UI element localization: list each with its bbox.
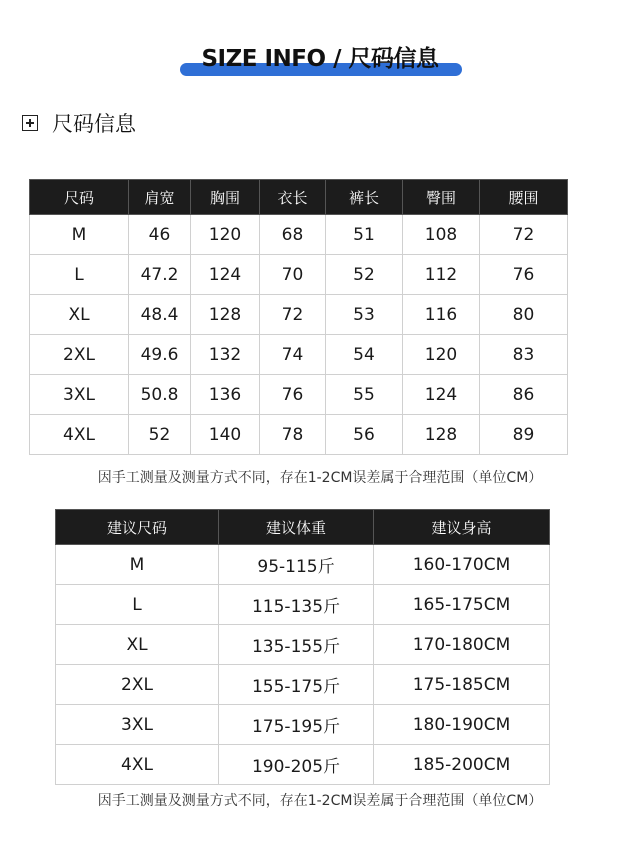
table-row	[30, 375, 568, 415]
table-cell: 47.2	[129, 255, 191, 295]
table-cell: 136	[191, 375, 260, 415]
table-cell: L	[56, 585, 219, 625]
table-cell: 116	[403, 295, 480, 335]
table-cell: 180-190CM	[374, 705, 550, 745]
table-cell: 170-180CM	[374, 625, 550, 665]
table-row	[56, 545, 550, 585]
rec-header-cell: 建议身高	[374, 510, 550, 545]
table-cell: 86	[480, 375, 568, 415]
size-table-header-row	[30, 180, 568, 215]
table-cell: 2XL	[30, 335, 129, 375]
table-row	[30, 335, 568, 375]
size-header-cell: 裤长	[326, 180, 403, 215]
table-cell: 3XL	[56, 705, 219, 745]
section-title: 尺码信息	[52, 112, 136, 136]
table-cell: 185-200CM	[374, 745, 550, 785]
table-row	[30, 215, 568, 255]
table-cell: 52	[129, 415, 191, 455]
page-banner	[0, 38, 640, 82]
table-cell: 49.6	[129, 335, 191, 375]
table-row	[30, 255, 568, 295]
table-cell: 2XL	[56, 665, 219, 705]
table-cell: 76	[260, 375, 326, 415]
table-row	[56, 745, 550, 785]
table-cell: 83	[480, 335, 568, 375]
table-cell: 128	[403, 415, 480, 455]
table-cell: 50.8	[129, 375, 191, 415]
size-header-cell: 胸围	[191, 180, 260, 215]
table-cell: 140	[191, 415, 260, 455]
table-cell: XL	[30, 295, 129, 335]
measurement-note: 因手工测量及测量方式不同，存在1-2CM误差属于合理范围（单位CM）	[97, 793, 543, 809]
table-cell: XL	[56, 625, 219, 665]
table-cell: 4XL	[56, 745, 219, 785]
table-cell: 132	[191, 335, 260, 375]
table-cell: 74	[260, 335, 326, 375]
section-header	[22, 108, 136, 138]
table-cell: M	[56, 545, 219, 585]
table-cell: 120	[403, 335, 480, 375]
table-cell: 124	[191, 255, 260, 295]
table-row	[30, 415, 568, 455]
size-table	[29, 179, 568, 455]
table-cell: 128	[191, 295, 260, 335]
recommendation-table	[55, 509, 550, 785]
rec-header-cell: 建议尺码	[56, 510, 219, 545]
table-cell: 115-135斤	[219, 585, 374, 625]
plus-square-icon	[22, 115, 38, 131]
size-header-cell: 尺码	[30, 180, 129, 215]
table-cell: 165-175CM	[374, 585, 550, 625]
size-header-cell: 衣长	[260, 180, 326, 215]
table-cell: 95-115斤	[219, 545, 374, 585]
table-cell: 72	[260, 295, 326, 335]
table-cell: 51	[326, 215, 403, 255]
table-cell: 175-195斤	[219, 705, 374, 745]
table-cell: 175-185CM	[374, 665, 550, 705]
table-cell: 55	[326, 375, 403, 415]
table-cell: 46	[129, 215, 191, 255]
table-cell: 112	[403, 255, 480, 295]
table-cell: 190-205斤	[219, 745, 374, 785]
banner-title: SIZE INFO / 尺码信息	[201, 46, 439, 72]
size-header-cell: 臀围	[403, 180, 480, 215]
table-cell: 4XL	[30, 415, 129, 455]
table-cell: 72	[480, 215, 568, 255]
table-cell: 78	[260, 415, 326, 455]
size-header-cell: 腰围	[480, 180, 568, 215]
table-cell: 155-175斤	[219, 665, 374, 705]
table-cell: 68	[260, 215, 326, 255]
table-row	[56, 585, 550, 625]
table-row	[56, 665, 550, 705]
table-cell: 135-155斤	[219, 625, 374, 665]
table-cell: 89	[480, 415, 568, 455]
table-row	[30, 295, 568, 335]
table-cell: 76	[480, 255, 568, 295]
table-cell: M	[30, 215, 129, 255]
rec-table-header-row	[56, 510, 550, 545]
table-cell: 48.4	[129, 295, 191, 335]
table-cell: 52	[326, 255, 403, 295]
table-cell: 120	[191, 215, 260, 255]
table-cell: 3XL	[30, 375, 129, 415]
table-row	[56, 705, 550, 745]
rec-header-cell: 建议体重	[219, 510, 374, 545]
table-cell: 53	[326, 295, 403, 335]
table-cell: L	[30, 255, 129, 295]
table-cell: 160-170CM	[374, 545, 550, 585]
table-cell: 54	[326, 335, 403, 375]
size-header-cell: 肩宽	[129, 180, 191, 215]
table-cell: 70	[260, 255, 326, 295]
table-cell: 80	[480, 295, 568, 335]
table-row	[56, 625, 550, 665]
table-cell: 108	[403, 215, 480, 255]
table-cell: 124	[403, 375, 480, 415]
measurement-note: 因手工测量及测量方式不同，存在1-2CM误差属于合理范围（单位CM）	[97, 470, 543, 486]
table-cell: 56	[326, 415, 403, 455]
